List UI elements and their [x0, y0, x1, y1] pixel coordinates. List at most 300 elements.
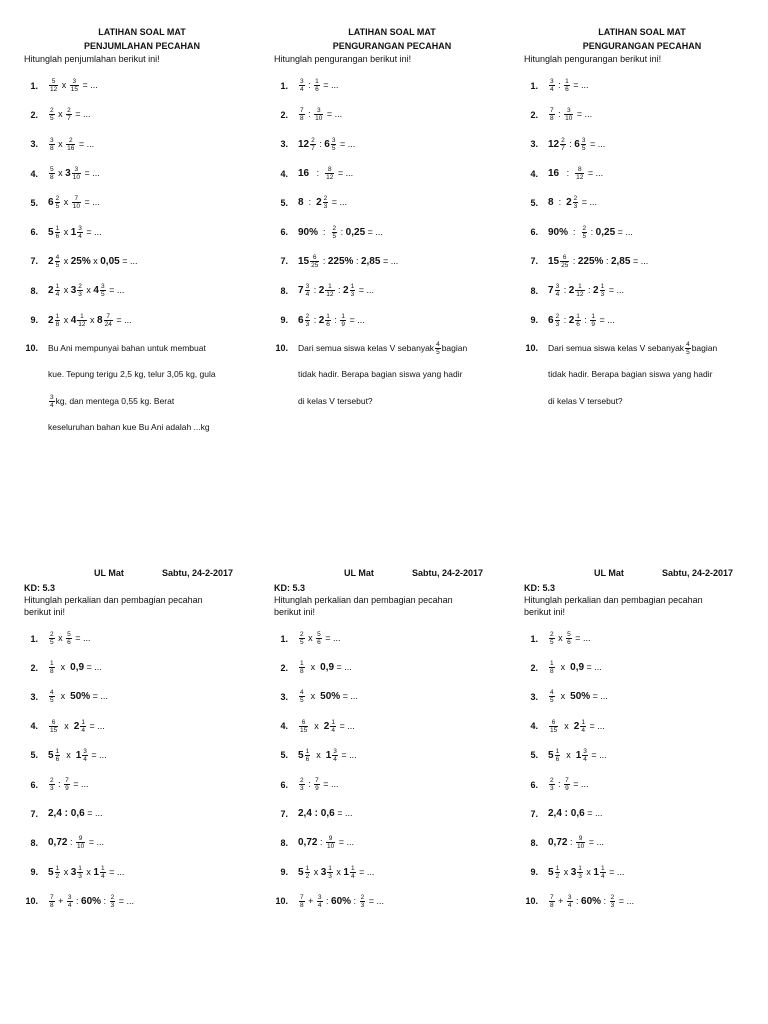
operator-text: = ...	[584, 808, 603, 819]
question-expression	[548, 107, 592, 122]
fraction: $\frac{5}{6}$	[317, 631, 321, 647]
operator-text: x	[55, 632, 66, 643]
question-expression	[48, 748, 107, 763]
whole-number: 2,4 : 0,6	[298, 808, 335, 820]
operator-text: :	[353, 255, 361, 266]
question-item	[22, 305, 262, 334]
whole-number: 2,4 : 0,6	[548, 808, 585, 820]
fraction: $\frac{1}{12}$	[78, 312, 86, 328]
fraction: $\frac{1}{6}$	[326, 312, 330, 328]
question-item	[22, 712, 262, 741]
operator-text: = ...	[366, 895, 384, 906]
fraction: $\frac{9}{10}$	[326, 835, 335, 851]
fraction: $\frac{1}{9}$	[591, 312, 596, 328]
whole-number: 2	[48, 314, 54, 326]
question-expression	[298, 808, 352, 819]
fraction: $\frac{7}{8}$	[550, 893, 554, 909]
story-text	[298, 335, 508, 415]
operator-text: = ...	[106, 866, 125, 877]
fraction: $\frac{4}{5}$	[50, 689, 54, 705]
whole-number: 50%	[70, 691, 91, 703]
operator-text: :	[316, 138, 325, 149]
whole-number: 5	[548, 749, 554, 761]
story-text	[548, 335, 758, 415]
operator-text: = ...	[588, 749, 607, 760]
operator-text: = ...	[586, 720, 605, 731]
question-item	[272, 624, 512, 653]
fraction: $\frac{7}{8}$	[300, 893, 304, 909]
question-number: 8.	[280, 285, 288, 296]
operator-text: :	[603, 255, 611, 266]
whole-number: 1	[325, 749, 332, 761]
operator-text: = ...	[615, 226, 633, 237]
fraction: $\frac{3}{5}$	[331, 136, 336, 152]
ul-date: Sabtu, 24-2-2017	[662, 568, 734, 578]
fraction: $\frac{2}{7}$	[311, 136, 315, 152]
question-expression	[298, 631, 341, 646]
whole-number: 8	[298, 197, 304, 209]
whole-number: 25%	[70, 255, 91, 267]
whole-number: 6	[48, 197, 54, 209]
whole-number: 2	[566, 197, 572, 209]
question-number: 8.	[530, 837, 538, 848]
fraction: $\frac{7}{9}$	[315, 777, 319, 793]
question-number: 2.	[30, 109, 38, 120]
fraction: $\frac{2}{3}$	[50, 777, 54, 793]
whole-number: 90%	[548, 226, 569, 238]
fraction: $\frac{1}{3}$	[600, 283, 605, 299]
whole-number: 3	[570, 866, 577, 878]
question-item	[272, 159, 512, 188]
question-expression	[548, 631, 591, 646]
fraction: $\frac{2}{3}$	[555, 312, 560, 328]
question-item	[522, 858, 762, 887]
question-expression	[548, 865, 624, 880]
fraction: $\frac{2}{7}$	[67, 107, 71, 123]
question-item	[22, 188, 262, 217]
fraction: $\frac{5}{6}$	[567, 631, 571, 647]
question-expression	[298, 78, 339, 93]
operator-text: x	[83, 285, 94, 296]
fraction: $\frac{3}{4}$	[555, 283, 560, 299]
operator-text: = ...	[329, 197, 348, 208]
operator-text: = ...	[322, 632, 341, 643]
question-item	[272, 276, 512, 305]
operator-text: = ...	[86, 837, 104, 848]
question-expression	[548, 808, 602, 819]
operator-text: = ...	[356, 866, 375, 877]
fraction: $\frac{3}{5}$	[100, 283, 105, 299]
fraction: $\frac{2}{3}$	[300, 777, 304, 793]
operator-text: :	[553, 197, 567, 208]
question-number: 10.	[25, 342, 38, 353]
operator-text: :	[561, 314, 569, 325]
operator-text: :	[335, 285, 344, 296]
question-item	[22, 276, 262, 305]
fraction: $\frac{2}{7}$	[561, 136, 565, 152]
whole-number: 12	[298, 138, 310, 150]
operator-text: = ...	[72, 632, 91, 643]
operator-text: :	[567, 837, 575, 848]
question-expression	[548, 283, 624, 298]
question-number: 6.	[280, 227, 288, 238]
question-number: 4.	[280, 168, 288, 179]
question-item	[522, 799, 762, 828]
operator-text: x	[55, 167, 66, 178]
fraction: $\frac{5}{6}$	[67, 631, 71, 647]
fraction: $\frac{1}{3}$	[328, 864, 332, 880]
fraction: $\frac{8}{12}$	[576, 166, 584, 182]
whole-number: 5	[548, 866, 554, 878]
question-number: 9.	[30, 867, 38, 878]
fraction: $\frac{1}{6}$	[576, 312, 580, 328]
question-item	[272, 130, 512, 159]
operator-text: :	[323, 895, 332, 906]
question-item	[272, 858, 512, 887]
question-item	[22, 130, 262, 159]
question-number: 1.	[530, 633, 538, 644]
ul-header	[522, 568, 762, 582]
fraction: $\frac{7}{9}$	[565, 777, 569, 793]
story-line: Bu Ani mempunyai bahan untuk membuat	[48, 342, 206, 353]
whole-number: 5	[298, 866, 304, 878]
fraction: $\frac{2}{5}$	[55, 195, 60, 211]
fraction: $\frac{1}{6}$	[55, 224, 60, 240]
sheet-title: LATIHAN SOAL MAT	[98, 27, 186, 37]
operator-text: = ...	[335, 167, 354, 178]
operator-text: x	[59, 80, 69, 91]
question-item	[272, 682, 512, 711]
fraction: $\frac{3}{8}$	[50, 136, 54, 152]
whole-number: 225%	[577, 255, 604, 267]
question-number: 4.	[530, 168, 538, 179]
question-number: 7.	[280, 256, 288, 267]
whole-number: 5	[48, 866, 54, 878]
operator-text: = ...	[88, 749, 107, 760]
operator-text: :	[311, 285, 319, 296]
operator-text: :	[318, 226, 331, 237]
question-item	[272, 71, 512, 100]
question-item	[272, 712, 512, 741]
fraction: $\frac{1}{12}$	[326, 283, 334, 299]
question-expression	[298, 719, 355, 734]
question-expression	[48, 835, 104, 850]
whole-number: 0,72	[298, 837, 318, 849]
fraction: $\frac{6}{15}$	[300, 718, 308, 734]
operator-text: x	[55, 662, 71, 673]
operator-text: = ...	[380, 255, 399, 266]
operator-text: = ...	[84, 808, 103, 819]
operator-text: x	[59, 720, 74, 731]
question-list	[272, 624, 512, 916]
fraction: $\frac{5}{12}$	[50, 78, 58, 94]
question-item	[522, 71, 762, 100]
question-expression	[48, 107, 91, 122]
whole-number: 3	[320, 866, 327, 878]
fraction: $\frac{1}{8}$	[50, 660, 54, 676]
fraction: $\frac{2}{5}$	[300, 631, 304, 647]
question-number: 5.	[530, 750, 538, 761]
operator-text: x	[61, 314, 71, 325]
question-number: 1.	[530, 80, 538, 91]
sheet-subtitle: PENGURANGAN PECAHAN	[582, 41, 702, 51]
question-list	[522, 624, 762, 916]
question-number: 10.	[25, 896, 38, 907]
question-expression	[48, 808, 102, 819]
story-question	[522, 335, 762, 415]
question-number: 6.	[280, 779, 288, 790]
whole-number: 3	[65, 167, 71, 179]
operator-text: = ...	[324, 109, 343, 120]
question-number: 1.	[30, 80, 38, 91]
question-item	[272, 741, 512, 770]
fraction: $\frac{1}{4}$	[350, 864, 355, 880]
fraction: $\frac{7}{8}$	[550, 107, 554, 123]
whole-number: 1	[343, 866, 349, 878]
fraction: $\frac{3}{10}$	[565, 107, 573, 123]
operator-text: = ...	[119, 255, 138, 266]
fraction: $\frac{5}{8}$	[50, 166, 54, 182]
question-expression	[298, 225, 383, 240]
question-number: 3.	[280, 139, 288, 150]
whole-number: 4	[70, 314, 77, 326]
fraction: $\frac{2}{3}$	[78, 283, 82, 299]
question-item	[272, 100, 512, 129]
top-sheet-3	[522, 25, 762, 414]
question-item	[522, 188, 762, 217]
whole-number: 0,05	[100, 255, 120, 267]
question-number: 8.	[280, 837, 288, 848]
question-expression	[298, 865, 374, 880]
operator-text: :	[303, 197, 317, 208]
whole-number: 0,9	[570, 662, 585, 674]
operator-text: = ...	[590, 691, 608, 702]
fraction: $\frac{3}{4}$	[50, 393, 54, 409]
operator-text: x	[311, 866, 321, 877]
fraction: $\frac{4}{5}$	[686, 340, 690, 356]
question-list	[22, 71, 262, 335]
fraction: $\frac{1}{2}$	[305, 864, 310, 880]
question-expression	[298, 313, 365, 328]
operator-text: = ...	[572, 632, 591, 643]
question-expression	[48, 78, 98, 93]
question-expression	[48, 689, 108, 704]
question-expression	[48, 225, 102, 240]
ul-header	[22, 568, 262, 582]
operator-text: :	[555, 80, 564, 91]
fraction: $\frac{2}{3}$	[360, 893, 365, 909]
question-expression	[298, 137, 355, 152]
operator-text: x	[305, 691, 321, 702]
whole-number: 90%	[298, 226, 319, 238]
operator-text: = ...	[336, 720, 355, 731]
operator-text: = ...	[337, 138, 356, 149]
operator-text: = ...	[113, 314, 132, 325]
operator-text: x	[559, 720, 574, 731]
question-number: 10.	[275, 896, 288, 907]
fraction: $\frac{1}{4}$	[331, 718, 335, 734]
ul-sheet-3	[522, 568, 762, 916]
ul-kd: KD: 5.3	[24, 583, 56, 593]
sheet-instruction: Hitunglah penjumlahan berikut ini!	[24, 54, 160, 64]
operator-text: :	[566, 138, 575, 149]
operator-text: :	[601, 895, 609, 906]
question-number: 1.	[280, 80, 288, 91]
sheet-title: LATIHAN SOAL MAT	[348, 27, 436, 37]
question-number: 4.	[280, 721, 288, 732]
fraction: $\frac{1}{3}$	[78, 864, 82, 880]
question-list	[522, 71, 762, 335]
operator-text: x	[55, 138, 66, 149]
question-item	[22, 799, 262, 828]
operator-text: :	[55, 778, 64, 789]
question-item	[522, 828, 762, 857]
operator-text: +	[305, 895, 316, 906]
operator-text: :	[305, 778, 314, 789]
question-expression	[548, 719, 605, 734]
whole-number: 1	[93, 866, 99, 878]
sheet-instruction: Hitunglah perkalian dan pembagian pecahan berikut ini!	[524, 595, 703, 617]
fraction: $\frac{1}{4}$	[55, 283, 60, 299]
operator-text: = ...	[365, 226, 383, 237]
operator-text: :	[73, 895, 82, 906]
operator-text: = ...	[320, 80, 339, 91]
operator-text: +	[55, 895, 66, 906]
operator-text: x	[61, 255, 71, 266]
operator-text: x	[305, 662, 321, 673]
operator-text: :	[101, 895, 109, 906]
question-number: 6.	[530, 227, 538, 238]
question-number: 8.	[30, 837, 38, 848]
whole-number: 60%	[581, 895, 602, 907]
question-number: 10.	[525, 896, 538, 907]
whole-number: 3	[70, 866, 77, 878]
question-item	[272, 653, 512, 682]
operator-text: = ...	[584, 662, 602, 673]
operator-text: :	[305, 80, 314, 91]
question-expression	[48, 777, 89, 792]
question-expression	[48, 195, 100, 210]
operator-text: :	[559, 167, 575, 178]
story-text	[48, 335, 258, 441]
whole-number: 50%	[570, 691, 591, 703]
question-item	[272, 828, 512, 857]
question-item	[522, 741, 762, 770]
whole-number: 7	[298, 285, 304, 297]
question-expression	[298, 777, 339, 792]
fraction: $\frac{1}{8}$	[550, 660, 554, 676]
fraction: $\frac{3}{5}$	[581, 136, 586, 152]
question-item	[22, 741, 262, 770]
operator-text: x	[555, 691, 571, 702]
question-expression	[298, 166, 353, 181]
whole-number: 16	[298, 167, 310, 179]
question-number: 1.	[30, 633, 38, 644]
operator-text: = ...	[83, 226, 102, 237]
whole-number: 5	[48, 226, 54, 238]
fraction: $\frac{3}{4}$	[583, 747, 587, 763]
sheet-title: LATIHAN SOAL MAT	[598, 27, 686, 37]
operator-text: = ...	[570, 80, 589, 91]
operator-text: = ...	[606, 866, 625, 877]
story-line: Dari semua siswa kelas V sebanyak $\frac{4}{5}$ bagian	[548, 340, 718, 356]
whole-number: 2	[568, 314, 575, 326]
operator-text: = ...	[76, 138, 95, 149]
question-number: 3.	[280, 691, 288, 702]
whole-number: 6	[298, 314, 304, 326]
fraction: $\frac{1}{4}$	[100, 864, 105, 880]
question-expression	[548, 748, 607, 763]
whole-number: 2,85	[360, 255, 381, 267]
whole-number: 2	[48, 285, 54, 297]
question-item	[272, 188, 512, 217]
operator-text: = ...	[79, 80, 98, 91]
fraction: $\frac{9}{10}$	[576, 835, 585, 851]
operator-text: x	[561, 866, 571, 877]
operator-text: = ...	[320, 778, 339, 789]
question-number: 2.	[280, 109, 288, 120]
operator-text: = ...	[90, 691, 108, 702]
question-item	[522, 770, 762, 799]
operator-text: = ...	[106, 285, 125, 296]
question-number: 1.	[280, 633, 288, 644]
question-number: 9.	[530, 315, 538, 326]
fraction: $\frac{1}{4}$	[581, 718, 585, 734]
whole-number: 6	[324, 138, 330, 150]
whole-number: 50%	[320, 691, 341, 703]
question-expression	[48, 313, 132, 328]
ul-date: Sabtu, 24-2-2017	[162, 568, 234, 578]
operator-text: :	[305, 109, 314, 120]
whole-number: 1	[575, 749, 582, 761]
question-number: 3.	[30, 139, 38, 150]
fraction: $\frac{3}{10}$	[315, 107, 323, 123]
operator-text: = ...	[570, 778, 589, 789]
question-number: 2.	[530, 109, 538, 120]
question-expression	[48, 283, 124, 298]
whole-number: 60%	[331, 895, 352, 907]
question-number: 5.	[530, 197, 538, 208]
operator-text: :	[561, 285, 569, 296]
fraction: $\frac{2}{5}$	[582, 224, 587, 240]
whole-number: 2	[316, 197, 322, 209]
question-item	[522, 247, 762, 276]
fraction: $\frac{7}{8}$	[50, 893, 54, 909]
question-item	[22, 770, 262, 799]
ul-title: UL Mat	[594, 568, 624, 578]
operator-text: :	[338, 226, 346, 237]
fraction: $\frac{7}{9}$	[65, 777, 69, 793]
operator-text: :	[309, 167, 325, 178]
operator-text: = ...	[72, 109, 91, 120]
operator-text: :	[67, 837, 75, 848]
question-item	[22, 247, 262, 276]
question-number: 5.	[30, 197, 38, 208]
question-expression	[48, 254, 137, 269]
fraction: $\frac{1}{6}$	[305, 747, 310, 763]
question-number: 6.	[30, 779, 38, 790]
fraction: $\frac{1}{2}$	[555, 864, 560, 880]
whole-number: 2	[323, 720, 330, 732]
question-item	[22, 217, 262, 246]
operator-text: = ...	[586, 837, 604, 848]
fraction: $\frac{1}{6}$	[315, 78, 319, 94]
whole-number: 15	[298, 255, 310, 267]
fraction: $\frac{1}{3}$	[350, 283, 355, 299]
operator-text: :	[317, 837, 325, 848]
question-expression	[298, 107, 342, 122]
operator-text: = ...	[70, 778, 89, 789]
